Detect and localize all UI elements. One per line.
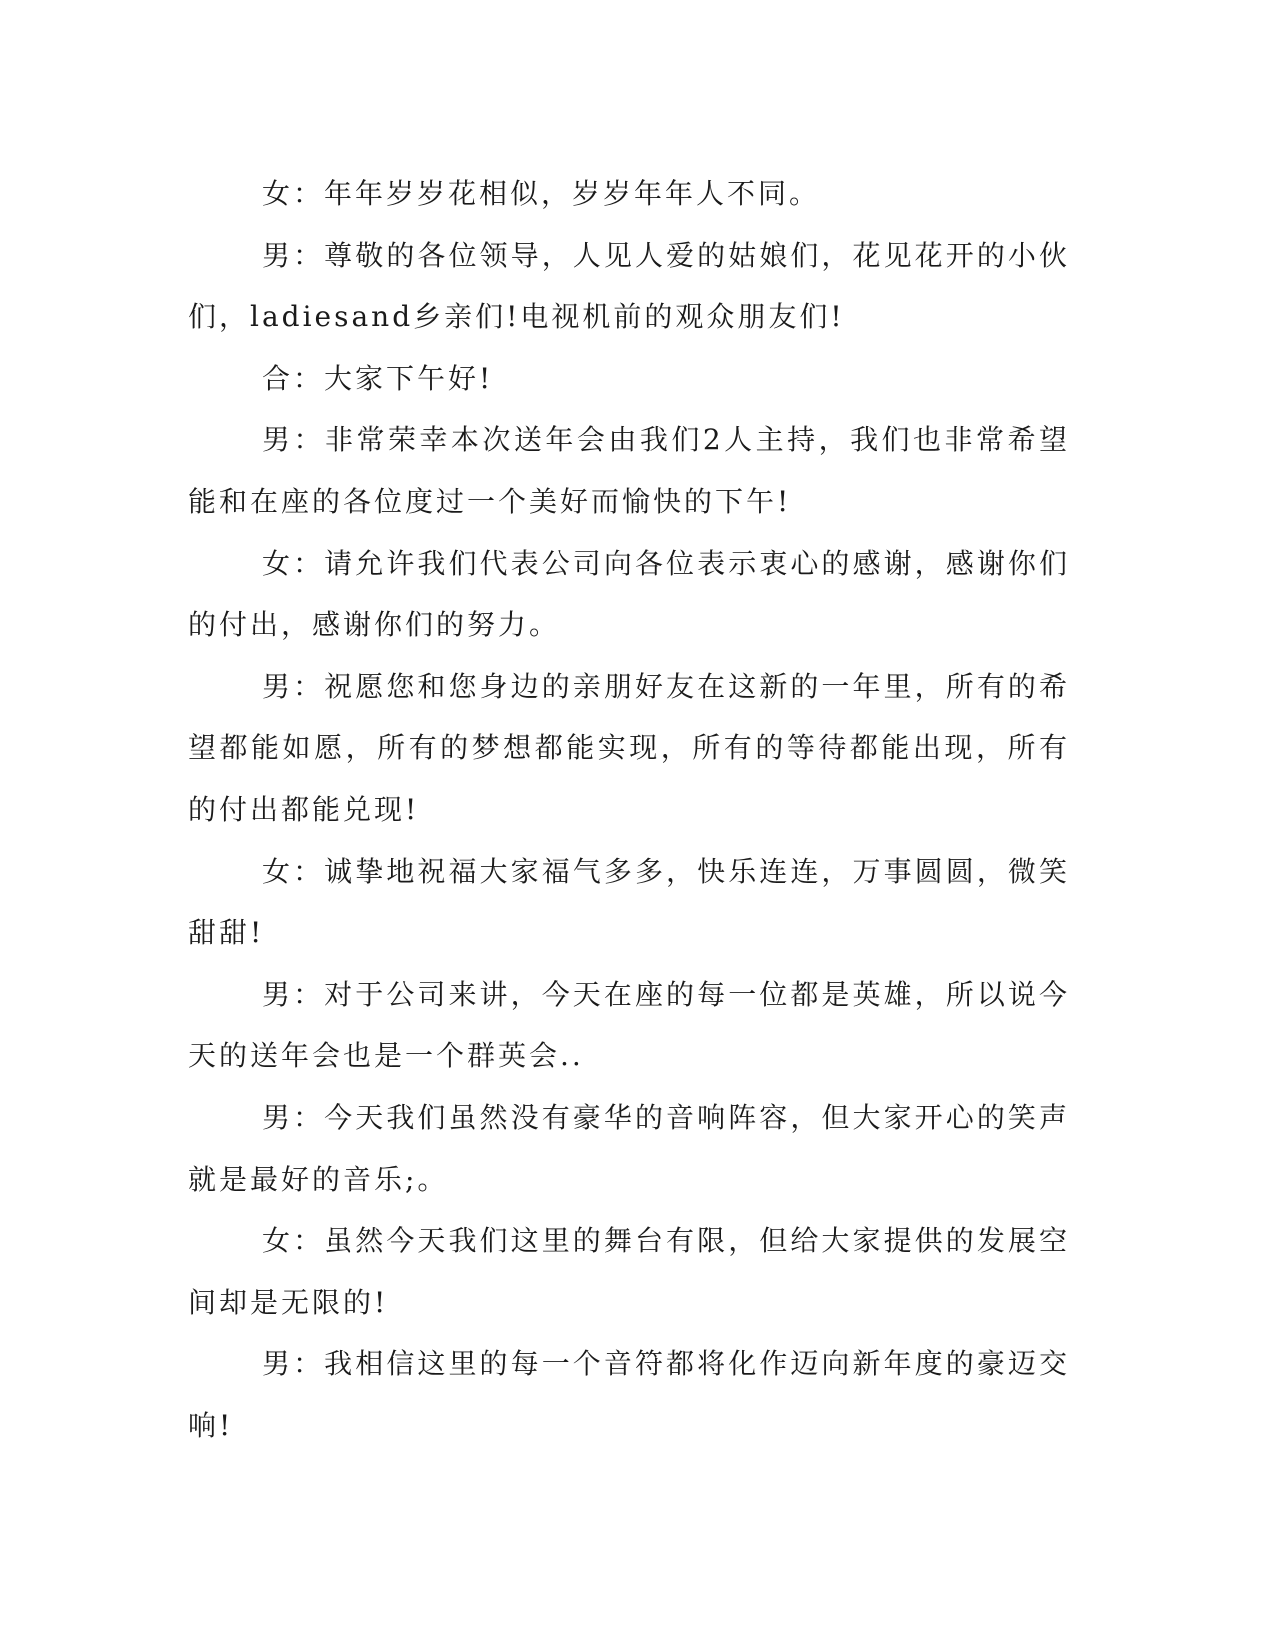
- paragraph: 女：请允许我们代表公司向各位表示衷心的感谢，感谢你们的付出，感谢你们的努力。: [188, 546, 1070, 642]
- paragraph: 男：我相信这里的每一个音符都将化作迈向新年度的豪迈交响!: [188, 1347, 1070, 1442]
- paragraph: 男：祝愿您和您身边的亲朋好友在这新的一年里，所有的希望都能如愿，所有的梦想都能实现，所有的等待都能出现，所有的付出都能兑现!: [188, 669, 1070, 826]
- document-body: [188, 163, 1070, 1456]
- paragraph: 男：尊敬的各位领导，人见人爱的姑娘们，花见花开的小伙们，ladiesand乡亲们!电视机前的观众朋友们!: [188, 238, 1070, 334]
- paragraph: 合：大家下午好!: [262, 361, 494, 395]
- paragraph: 男：对于公司来讲，今天在座的每一位都是英雄，所以说今天的送年会也是一个群英会..: [188, 977, 1070, 1073]
- paragraph: 女：虽然今天我们这里的舞台有限，但给大家提供的发展空间却是无限的!: [188, 1224, 1070, 1319]
- paragraph: 女：诚挚地祝福大家福气多多，快乐连连，万事圆圆，微笑甜甜!: [188, 854, 1070, 950]
- paragraph: 男：非常荣幸本次送年会由我们2人主持，我们也非常希望能和在座的各位度过一个美好而愉快的下午!: [188, 423, 1070, 518]
- paragraph: 女：年年岁岁花相似，岁岁年年人不同。: [262, 177, 821, 210]
- paragraph: 男：今天我们虽然没有豪华的音响阵容，但大家开心的笑声就是最好的音乐;。: [188, 1100, 1070, 1196]
